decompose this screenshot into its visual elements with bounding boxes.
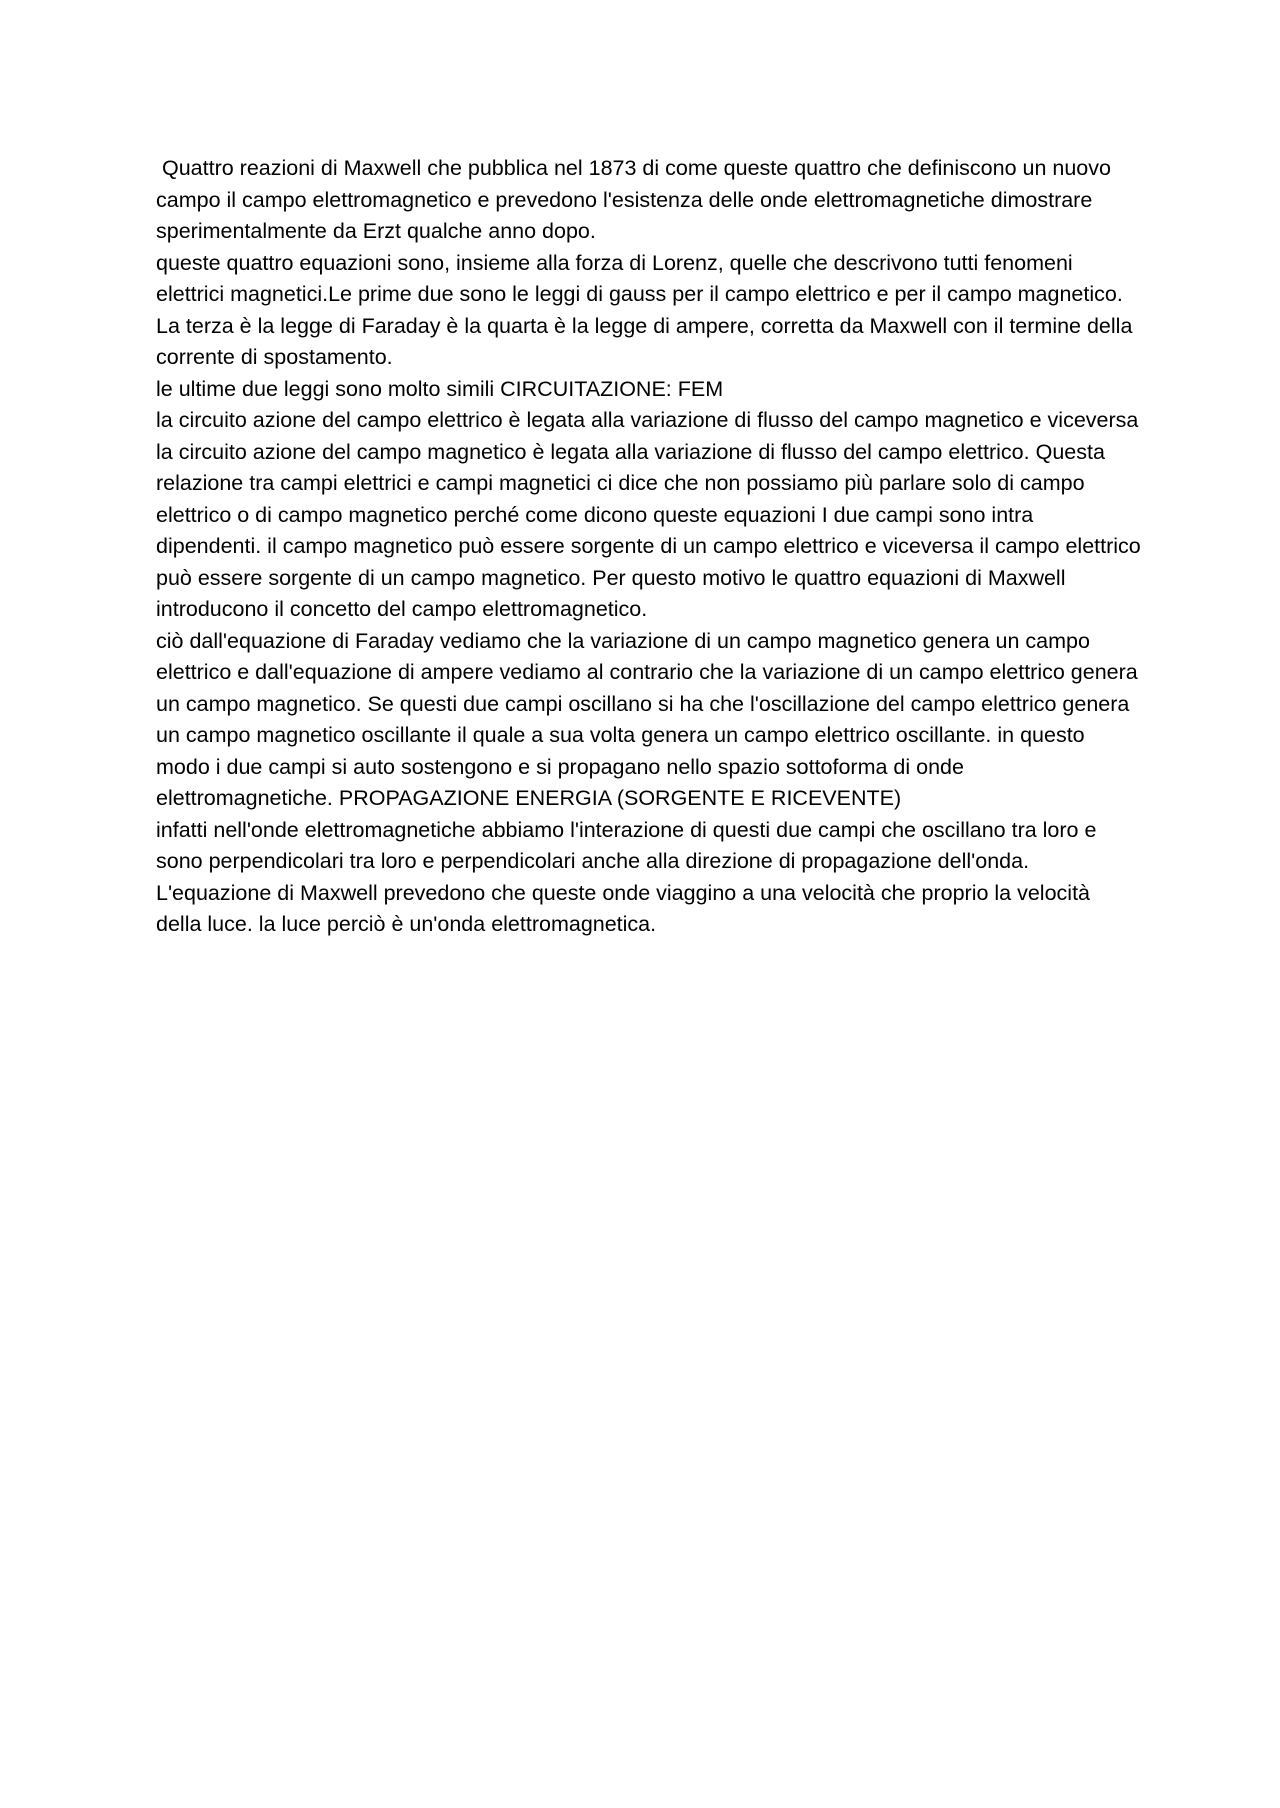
paragraph-2: queste quattro equazioni sono, insieme alla forza di Lorenz, quelle che descrivono tutti fenomeni elettrici magnetici.Le prime due sono le leggi di gauss per il campo elettrico e per il campo magnetico. La terza è la legge di Faraday è la quarta è la legge di ampere, corretta da Maxwell con il termine della corrente di spostamento. bbox=[156, 250, 1139, 369]
paragraph-3: le ultime due leggi sono molto simili CIRCUITAZIONE: FEM bbox=[156, 376, 724, 401]
paragraph-6: infatti nell'onde elettromagnetiche abbiamo l'interazione di questi due campi che oscillano tra loro e sono perpendicolari tra loro e perpendicolari anche alla direzione di propagazione dell'onda. bbox=[156, 817, 1103, 873]
paragraph-5: ciò dall'equazione di Faraday vediamo che la variazione di un campo magnetico genera un campo elettrico e dall'equazione di ampere vediamo al contrario che la variazione di un campo elettrico genera un campo magnetico. Se questi due campi oscillano si ha che l'oscillazione del campo elettrico genera un campo magnetico oscillante il quale a sua volta genera un campo elettrico oscillante. in questo modo i due campi si auto sostengono e si propagano nello spazio sottoforma di onde elettromagnetiche. PROPAGAZIONE ENERGIA (SORGENTE E RICEVENTE) bbox=[156, 628, 1144, 810]
paragraph-4: la circuito azione del campo elettrico è legata alla variazione di flusso del campo magnetico e viceversa la circuito azione del campo magnetico è legata alla variazione di flusso del campo elettrico. Questa relazione tra campi elettrici e campi magnetici ci dice che non possiamo più parlare solo di campo elettrico o di campo magnetico perché come dicono queste equazioni I due campi sono intra dipendenti. il campo magnetico può essere sorgente di un campo elettrico e viceversa il campo elettrico può essere sorgente di un campo magnetico. Per questo motivo le quattro equazioni di Maxwell introducono il concetto del campo elettromagnetico. bbox=[156, 408, 1147, 621]
paragraph-1: Quattro reazioni di Maxwell che pubblica nel 1873 di come queste quattro che definiscono un nuovo campo il campo elettromagnetico e prevedono l'esistenza delle onde elettromagnetiche dimostrare sperimentalmente da Erzt qualche anno dopo. bbox=[156, 156, 1117, 243]
document-body bbox=[156, 153, 1147, 941]
paragraph-7: L'equazione di Maxwell prevedono che queste onde viaggino a una velocità che proprio la velocità della luce. la luce perciò è un'onda elettromagnetica. bbox=[156, 880, 1096, 936]
